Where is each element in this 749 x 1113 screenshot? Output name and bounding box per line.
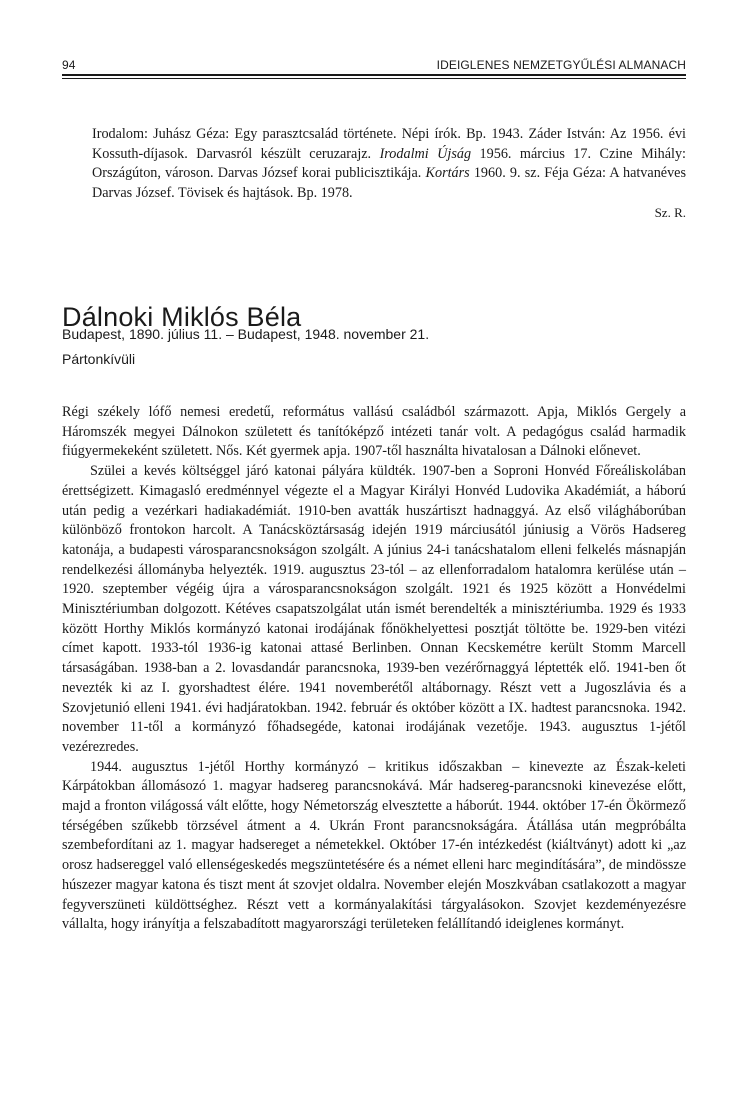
author-signature: Sz. R. — [654, 205, 686, 220]
literature-text-3: 1960. 9. sz. Féja Géza: A hatvanéves Darvas József. Tövisek és hajtások. Bp. 1978. — [92, 165, 687, 202]
party-affiliation: Pártonkívüli — [62, 351, 136, 367]
body-paragraph-1: Régi székely lófő nemesi eredetű, református vallású családból származott. Apja, Miklós Gergely a Háromszék megyei Dálnokon született és tanítóképző intézeti tanár volt. A pedagógus család harmadik fiúgyermekeként született. Nős. Két gyermek apja. 1907-től használta hivatalosan a Dálnoki előnevet. — [62, 404, 686, 460]
journal-title-1: Irodalmi Újság — [379, 145, 472, 162]
header-rule — [62, 74, 686, 76]
body-paragraph-3: 1944. augusztus 1-jétől Horthy kormányzó – kritikus időszakban – kinevezte az Észak-keleti Kárpátokban állomásozó 1. magyar hadsereg parancsnokává. Már hadsereg-parancsnoki kinevezése előtt, majd a fronton világossá vált előtte, hogy Németország elvesztette a háborút. 1944. október 17-én Ökörmező térségében szűkebb törzsével átment a 4. Ukrán Front parancsnokságára. Átállása után megpróbálta szembefordítani az 1. magyar hadsereget a németekkel. Október 17-én intézkedést (kiáltványt) adott ki „az orosz hadsereggel való ellenségeskedés megszüntetésére és a német elleni harc megindítására”, de mindössze húszezer magyar katona és tiszt ment át szovjet oldalra. November elején Moszkvában csatlakozott a magyar fegyverszüneti küldöttséghez. Részt vett a kormányalakítási tárgyalásokon. Szovjet kezdeményezésre vállalta, hogy irányítja a felszabadított magyarországi területeken felállítandó ideiglenes kormányt. — [62, 758, 686, 933]
literature-text-2: 1956. március 17. Czine Mihály: Országúton, városon. Darvas József korai publicisztikája. — [92, 145, 686, 182]
literature-paragraph — [92, 125, 686, 204]
entry-name: Dálnoki Miklós Béla — [62, 302, 302, 333]
birth-death-line: Budapest, 1890. július 11. – Budapest, 1948. november 21. — [62, 326, 430, 342]
journal-title-2: Kortárs — [425, 165, 470, 182]
page-number: 94 — [62, 58, 76, 72]
body-paragraph-2: Szülei a kevés költséggel járó katonai pályára küldték. 1907-ben a Soproni Honvéd Főreáliskolában érettségizett. Kimagasló eredménnyel végezte el a Magyar Királyi Honvéd Ludovika Akadémiát, a háború után pedig a vezérkari hadiakadémiát. 1910-ben avatták huszártiszt hadnaggyá. Az első világháborúban különböző frontokon harcolt. A Tanácsköztársaság idején 1919 márciusától júniusig a Vörös Hadsereg katonája, a budapesti városparancsnokságon szolgált. A június 24-i tanácshatalom elleni felkelés másnapján rendelkezési állományba helyezték. 1919. augusztus 23-tól – az ellenforradalom hatalomra kerülése után – 1920. szeptember végéig újra a városparancsnokságon szolgált. 1921 és 1925 között a Honvédelmi Minisztériumban dolgozott. Kétéves csapatszolgálat után ismét berendelték a minisztériumba. 1929 és 1933 között Horthy Miklós kormányzó katonai irodájának főnökhelyettesi posztját töltötte be. 1929-ben vitézi címet kapott. 1933-tól 1936-ig katonai attasé Berlinben. Onnan Kecskemétre került Stomm Marcell társaságában. 1938-ban a 2. lovasdandár parancsnoka, 1939-ben vezérőrnaggyá léptették elő. 1941-ben őt nevezték ki az I. gyorshadtest élére. 1941 novemberétől altábornagy. Részt vett a Jugoszlávia és a Szovjetunió elleni 1941. évi hadjáratokban. 1942. február és október között a IX. hadtest parancsnoka. 1942. november 11-től a kormányzó főhadsegéde, katonai irodájának vezetője. 1943. augusztus 1-jétől vezérezredes. — [62, 463, 686, 755]
running-header — [62, 58, 686, 74]
literature-text-1: Irodalom: Juhász Géza: Egy parasztcsalád története. Népi írók. Bp. 1943. Záder István: Az 1956. évi Kossuth-díjasok. Darvasról készült ceruzarajz. — [92, 126, 686, 162]
header-rule-thin — [62, 78, 686, 79]
running-title: IDEIGLENES NEMZETGYŰLÉSI ALMANACH — [436, 58, 686, 72]
biography-body — [62, 403, 686, 935]
literature-block — [92, 125, 686, 204]
